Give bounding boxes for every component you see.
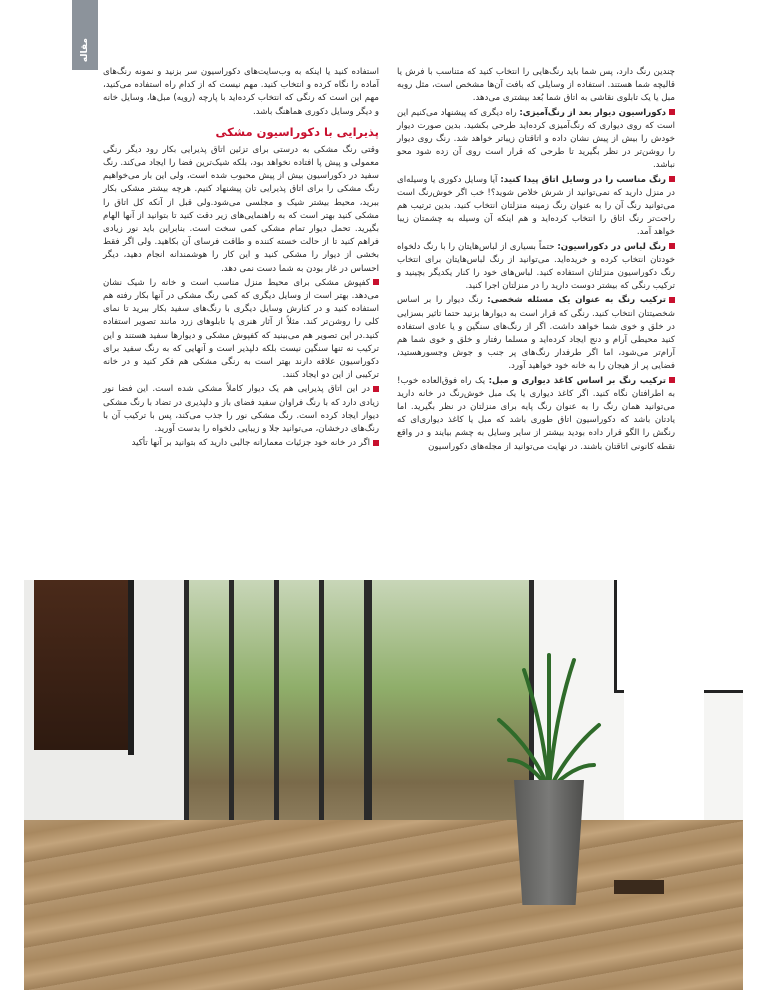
paragraph (103, 437, 379, 450)
bullet-icon (669, 176, 675, 182)
bullet-icon (669, 243, 675, 249)
paragraph (397, 241, 675, 294)
paragraph-body: راه دیگری که پیشنهاد می‌کنیم این است که روی دیواری که رنگ‌آمیزی کرده‌اید طرحی بکشید. بدین صورت دیوار خودش را بیش از پیش نشان داده و اتاقتان زیباتر خواهد شد. رنگ روی دیوار را روشن‌تر در نظر بگیرید تا طرحی که قرار است روی آن زده شود محو نباشد. (397, 107, 675, 171)
paragraph-body: اگر در خانه خود جزئیات معمارانه جالبی دارید که بتوانید بر آنها تأکید (131, 438, 370, 449)
photo-wooden-door (34, 580, 134, 750)
paragraph-body: رنگ دیوار را بر اساس شخصیتتان انتخاب کنید. رنگی که قرار است به دیوارها بزنید حتما تاثیر بسزایی در خلق و خوی شما خواهد داشت. اگر از رنگ‌های سنگین و یا عادی استفاده کنید محیطی آرام و دنج ایجاد کرده‌اید و مسلما رفتار و خلق و خوی شما هم آرام‌تر می‌شود، اما اگر طرفدار رنگ‌های پر جنب و جوش وجسورهستید، فضایی پر از هیجان را به خانه خود خواهید آورد. (397, 295, 675, 372)
paragraph-body: یک راه فوق‌العاده خوب! به اطرافتان نگاه کنید. اگر کاغذ دیواری یا یک مبل خوش‌رنگ در خانه دارید می‌توانید همان رنگ را به عنوان رنگ پایه برای منزلتان در نظر بگیرید. اما یادتان باشد که دکوراسیون اتاق طوری باشد که مبل یا کاغذ دیواری‌ای که رنگش را الگو قرار داده بودید بیشتر از سایر وسایل به چشم بیایند و در واقع نقطه کانونی اتاقتان باشند. در نهایت می‌توانید از مجله‌های دکوراسیون (397, 375, 675, 452)
paragraph: وقتی رنگ مشکی به درستی برای تزئین اتاق پذیرایی بکار رود دیگر رنگی معمولی و پیش پا افتاده نخواهد بود، بلکه شیک‌ترین فضا را ایجاد می‌کند. رنگ سفید در دکوراسیون بیش از پیش محبوب شده است، ولی این بار می‌خواهیم رنگ مشکی را برای اتاق پذیرایی تان پیشنهاد کنیم. هرچه بیشتر مشکی بکار ببرید، محیط بیشتر شیک و مجلسی می‌شود.ولی قبل از آنکه کل اتاق را مشکی کنید بهتر است که به راهنمایی‌های زیر دقت کنید تا بتوانید از آنها الهام بگیرید. تحمل دیوار تمام مشکی کمی سخت است. بنابراین باید نور زیادی فراهم کنید تا از حالت خسته کننده و طاقت فرسای آن بکاهید. ولی اگر فقط بخشی از دیوار را مشکی کنید و این کار را هوشمندانه انجام دهید، دیگر احساس در غار بودن به شما دست نمی دهد. (103, 144, 379, 274)
paragraph-body: حتماً بسیاری از لباس‌هایتان را با رنگ دلخواه خودتان انتخاب کرده و خریده‌اید. می‌توانید از رنگ لباس‌هایتان برای انتخاب رنگ دکوراسیون منزلتان استفاده کنید. لباس‌های خود را کنار یکدیگر بچینید و ترکیب رنگی که بیشتر دوست دارید را در منزلتان اجرا کنید. (397, 241, 675, 292)
section-heading: پذیرایی با دکوراسیون مشکی (215, 124, 379, 139)
paragraph-lead: رنگ مناسب را در وسایل اتاق پیدا کنید: (500, 174, 666, 185)
paragraph-body: کفپوش مشکی برای محیط منزل مناسب است و خانه را شیک نشان می‌دهد. بهتر است از وسایل دیگری که کمی رنگ مشکی در آنها بکار رفته هم استفاده کنید و در کنارش وسایل دیگری با رنگ‌های سفید بکار ببرید تا نمای کلی را روشن‌تر کند. مثلاً از آثار هنری یا تابلوهای زرد مانند تصویر استفاده کنید.در این تصویر هم می‌بینید که کفپوش مشکی و دیوارها سفید هستند و این ترکیب نه تنها سنگین نیست بلکه دلپذیر است و آنهایی که به رنگ سفید برای دکوراسیون علاقه دارند بهتر است به رنگی مشکی هم فکر کنید و در خانه ترکیبی از این دو ایجاد کنند. (103, 277, 379, 381)
bullet-icon (669, 109, 675, 115)
photo-window-mullion (229, 580, 234, 855)
section-tab-label: مقاله (80, 38, 90, 63)
paragraph-body: آیا وسایل دکوری یا وسیله‌ای در منزل دارید که نمی‌توانید از شرش خلاص شوید؟! خب اگر خوش‌رنگ است می‌توانید رنگ آن را به عنوان رنگ زمینه منزلتان انتخاب کنید. بدین ترتیب هم راحت‌تر رنگ اتاق را انتخاب کرده‌اید و هم اینکه آن وسیله به چشمتان زیبا خواهد آمد. (397, 174, 675, 238)
bullet-icon (669, 377, 675, 383)
paragraph (397, 294, 675, 373)
paragraph-lead: ترکیب رنگ بر اساس کاغذ دیواری و مبل: (488, 375, 667, 386)
photo-door-frame (128, 580, 134, 755)
bullet-icon (669, 297, 675, 303)
paragraph-lead: ترکیب رنگ به عنوان یک مسئله شخصی: (487, 295, 666, 306)
photo-window-mullion (274, 580, 279, 850)
paragraph (397, 174, 675, 240)
paragraph: استفاده کنید یا اینکه به وب‌سایت‌های دکوراسیون سر بزنید و نمونه رنگ‌های آماده را نگاه کرده و انتخاب کنید. مهم نیست که از کدام راه استفاده می‌کنید، مهم این است که رنگی که انتخاب کرده‌اید با پارچه (رویه) مبل‌ها، وسایل خانه و دیگر وسایل دکوری هماهنگ باشد. (103, 67, 379, 117)
photo-skirting (614, 880, 664, 894)
bullet-icon (373, 386, 379, 392)
photo-window-mullion (364, 580, 372, 840)
article-column-right (397, 66, 675, 455)
bullet-icon (373, 279, 379, 285)
paragraph (103, 383, 379, 436)
photo-wooden-floor (24, 820, 743, 990)
paragraph-body: در این اتاق پذیرایی هم یک دیوار کاملاً مشکی شده است. این فضا نور زیادی دارد که با رنگ فراوان سفید فضای باز و دلپذیری در تضاد با رنگ مشکی دیوار ایجاد کرده است. رنگ مشکی نور را جذب می‌کند، پس با ترکیب آن با رنگ‌های درخشان، می‌توانید جلا و زیبایی دلخواه را بدست آورید. (103, 384, 379, 435)
paragraph (103, 277, 379, 383)
interior-room-photo (24, 580, 743, 990)
photo-window-mullion (184, 580, 189, 860)
photo-glass-wall (184, 580, 534, 850)
paragraph (397, 107, 675, 173)
paragraph-lead: دکوراسیون دیوار بعد از رنگ‌آمیزی: (519, 107, 666, 118)
photo-window-mullion (319, 580, 324, 845)
paragraph-lead: رنگ لباس در دکوراسیون: (557, 241, 666, 252)
paragraph (397, 375, 675, 454)
article-column-left (103, 66, 379, 451)
photo-plant-leaves (494, 650, 604, 790)
photo-plant-pot (514, 780, 584, 905)
bullet-icon (373, 440, 379, 446)
paragraph: چندین رنگ دارد، پس شما باید رنگ‌هایی را انتخاب کنید که متناسب با فرش یا قالیچه شما هستند. استفاده از وسایلی که بافت آن‌ها مشخص است، مثل روبه مبل یا یک تابلوی نقاشی به اتاق شما بُعد بیشتری می‌دهد. (397, 67, 675, 104)
section-tab (72, 0, 98, 70)
